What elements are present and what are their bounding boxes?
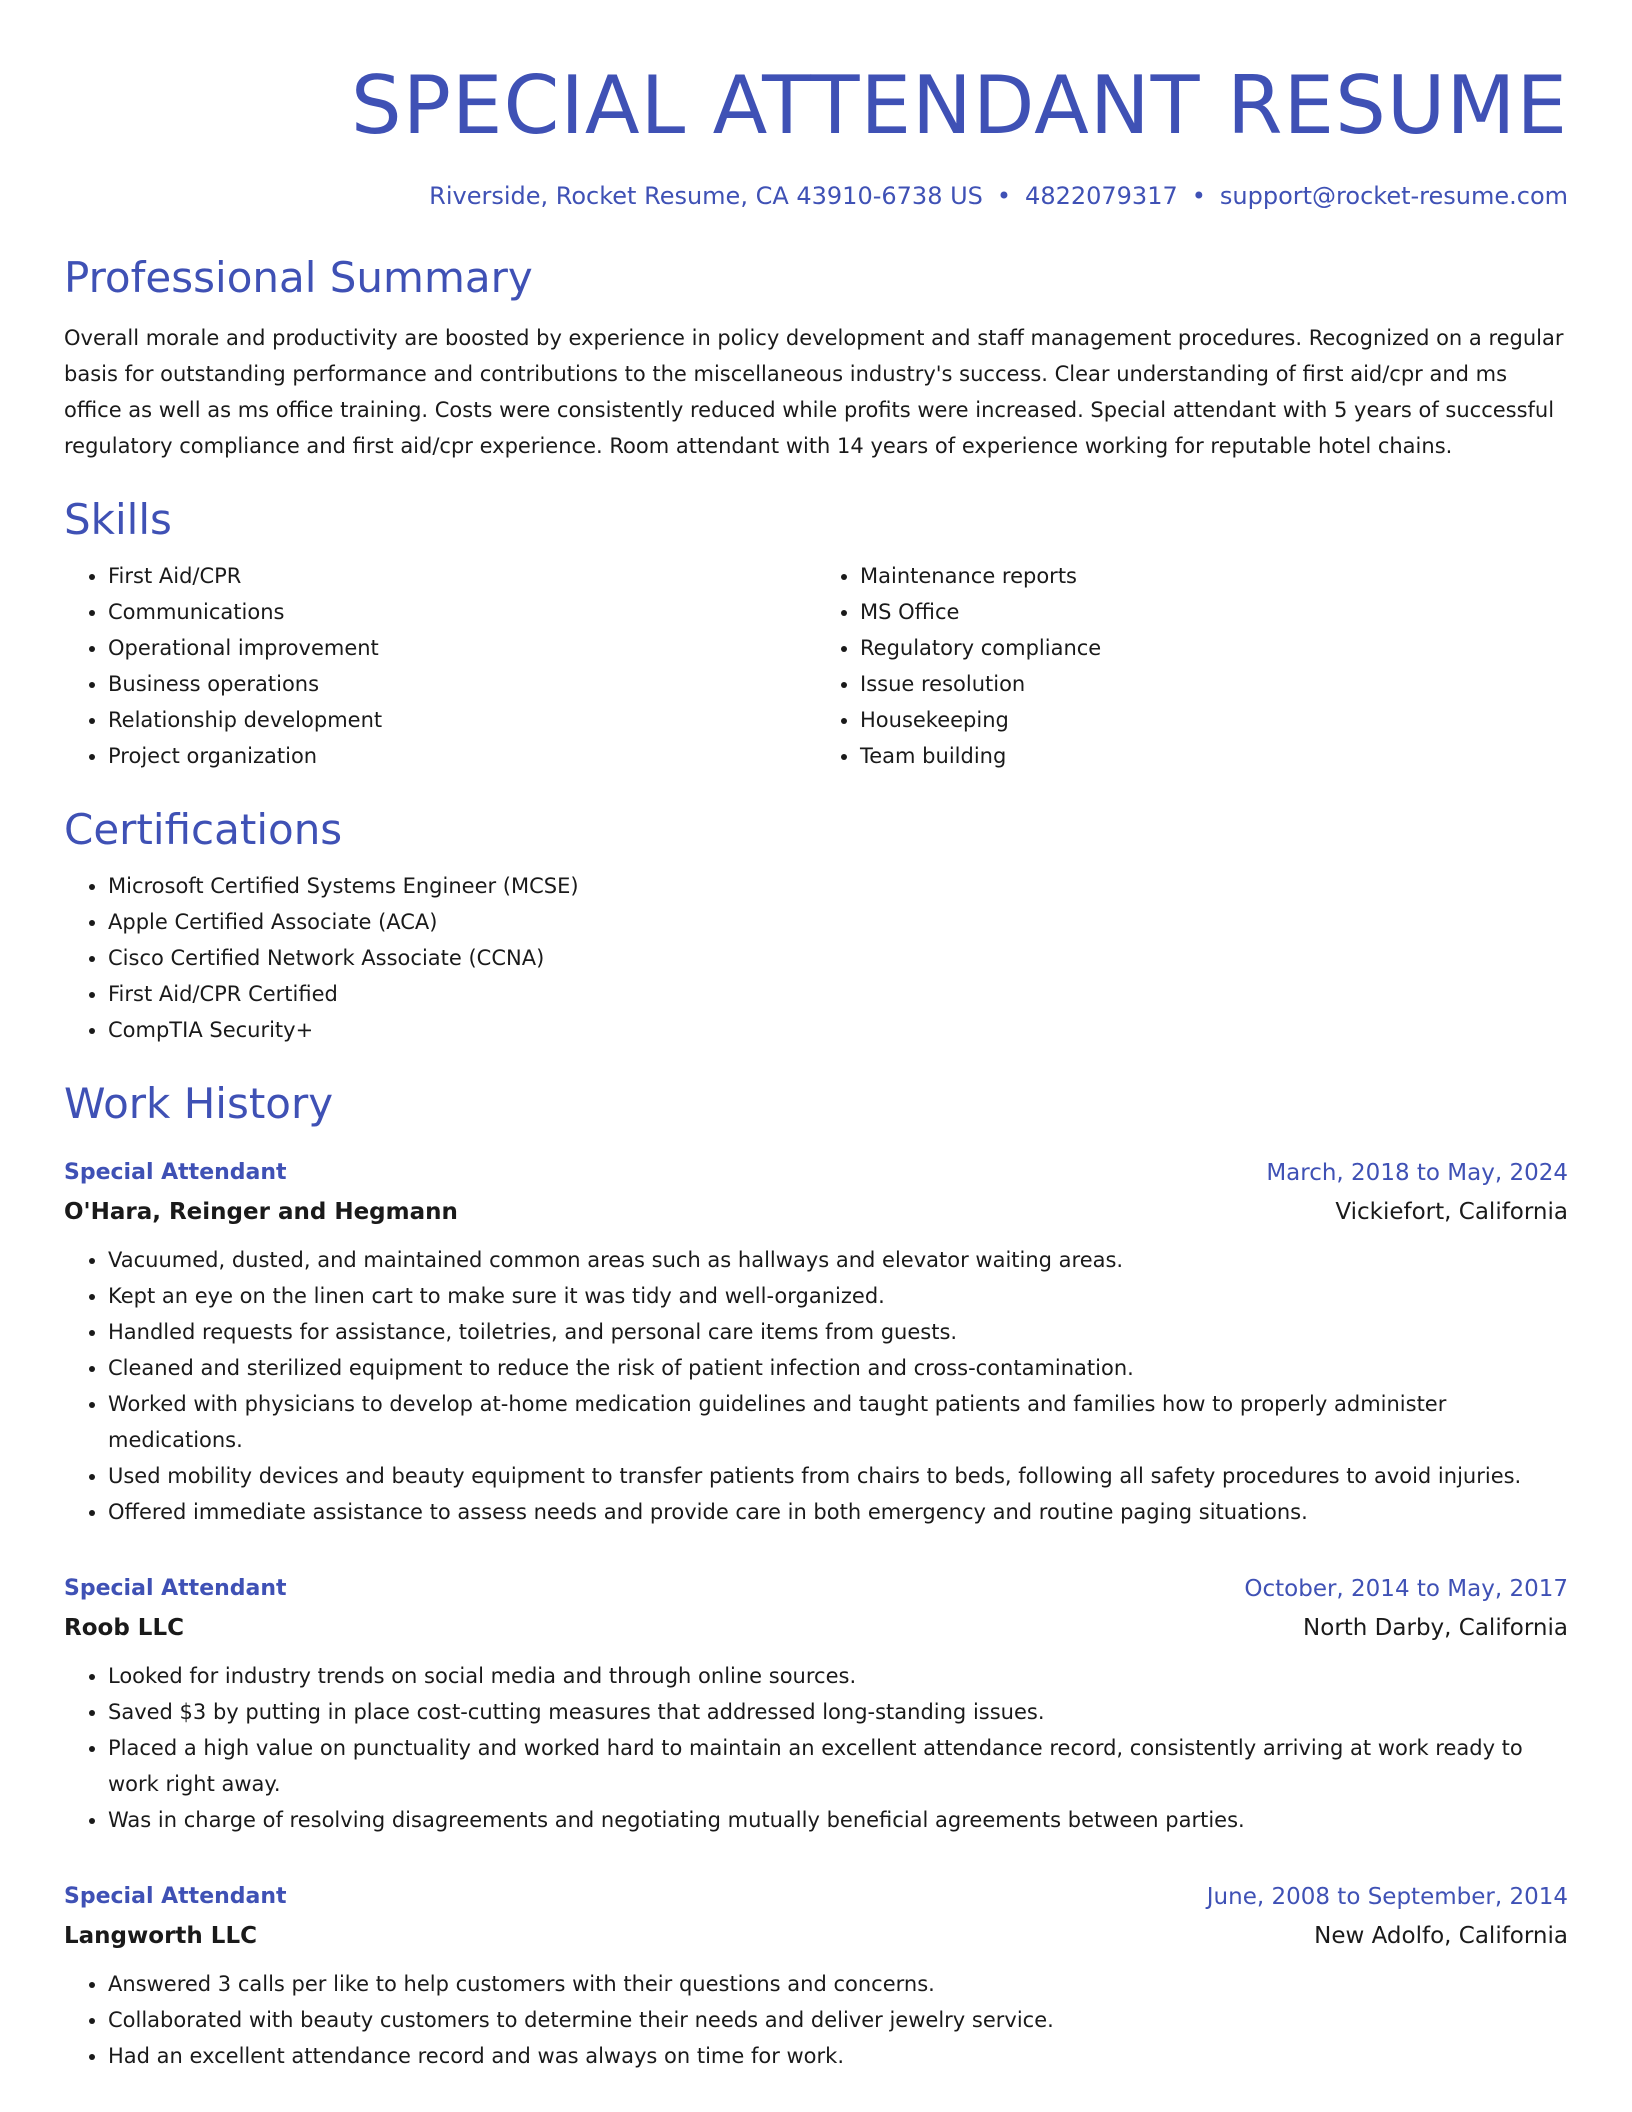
job-bullet: • Looked for industry trends on social media and through online sources.	[108, 1658, 1568, 1694]
job-bullet: • Collaborated with beauty customers to determine their needs and deliver jewelry service.	[108, 2002, 1568, 2038]
certification-item: • Apple Certified Associate (ACA)	[108, 904, 1568, 940]
skill-item: • First Aid/CPR	[108, 558, 816, 594]
resume-page	[64, 0, 1568, 2074]
skills-list-left	[64, 558, 816, 774]
job-bullets	[64, 1242, 1568, 1530]
skills-list-right	[816, 558, 1568, 774]
job-bullets	[64, 1966, 1568, 2074]
job-dates: June, 2008 to September, 2014	[1206, 1884, 1568, 1910]
job-bullet: • Placed a high value on punctuality and worked hard to maintain an excellent attendance record, consistently arriving at work ready to work right away.	[108, 1730, 1568, 1802]
job-dates: October, 2014 to May, 2017	[1244, 1576, 1568, 1602]
contact-phone: 4822079317	[1025, 182, 1178, 210]
job-bullet: • Handled requests for assistance, toiletries, and personal care items from guests.	[108, 1314, 1568, 1350]
job-company: O'Hara, Reinger and Hegmann	[64, 1199, 458, 1225]
job-bullet: • Saved $3 by putting in place cost-cutting measures that addressed long-standing issues.	[108, 1694, 1568, 1730]
job-entry	[64, 1878, 1568, 2074]
contact-address: Riverside, Rocket Resume, CA 43910-6738 US	[429, 182, 983, 210]
job-title: Special Attendant	[64, 1160, 287, 1185]
job-bullets	[64, 1658, 1568, 1838]
job-bullet: • Had an excellent attendance record and was always on time for work.	[108, 2038, 1568, 2074]
certification-item: • Cisco Certified Network Associate (CCNA)	[108, 940, 1568, 976]
skill-item: • Housekeeping	[860, 702, 1568, 738]
job-bullet: • Kept an eye on the linen cart to make sure it was tidy and well-organized.	[108, 1278, 1568, 1314]
skills-section	[64, 492, 1568, 774]
job-company: Langworth LLC	[64, 1923, 257, 1949]
certification-item: • CompTIA Security+	[108, 1012, 1568, 1048]
skills-grid	[64, 548, 1568, 774]
job-company: Roob LLC	[64, 1615, 184, 1641]
work-history-section	[64, 1076, 1568, 2074]
job-bullet: • Offered immediate assistance to assess needs and provide care in both emergency and routine paging situations.	[108, 1494, 1568, 1530]
job-dates: March, 2018 to May, 2024	[1266, 1160, 1568, 1186]
job-bullet: • Was in charge of resolving disagreements and negotiating mutually beneficial agreements between parties.	[108, 1802, 1568, 1838]
section-heading-skills: Skills	[64, 495, 172, 544]
resume-title: SPECIAL ATTENDANT RESUME	[350, 59, 1568, 152]
certification-item: • Microsoft Certified Systems Engineer (MCSE)	[108, 868, 1568, 904]
job-title: Special Attendant	[64, 1884, 287, 1909]
contact-separator: •	[1191, 182, 1206, 210]
skill-item: • Communications	[108, 594, 816, 630]
skill-item: • Issue resolution	[860, 666, 1568, 702]
summary-text: Overall morale and productivity are boosted by experience in policy development and staff management procedures. Recognized on a regular basis for outstanding performance and contributions to the miscellaneous industry's success. Clear understanding of first aid/cpr and ms office as well as ms office training. Costs were consistently reduced while profits were increased. Special attendant with 5 years of successful regulatory compliance and first aid/cpr experience. Room attendant with 14 years of experience working for reputable hotel chains.	[64, 326, 1564, 458]
skill-item: • Operational improvement	[108, 630, 816, 666]
job-location: North Darby, California	[1303, 1615, 1568, 1641]
job-location: Vickiefort, California	[1335, 1199, 1568, 1225]
job-bullet: • Used mobility devices and beauty equipment to transfer patients from chairs to beds, following all safety procedures to avoid injuries.	[108, 1458, 1568, 1494]
job-title: Special Attendant	[64, 1576, 287, 1601]
skill-item: • Project organization	[108, 738, 816, 774]
job-entry	[64, 1570, 1568, 1838]
section-heading-work-history: Work History	[64, 1079, 334, 1128]
certifications-list	[64, 868, 1568, 1048]
job-bullet: • Cleaned and sterilized equipment to reduce the risk of patient infection and cross-contamination.	[108, 1350, 1568, 1386]
section-heading-certifications: Certifications	[64, 805, 343, 854]
skill-item: • Business operations	[108, 666, 816, 702]
skill-item: • Regulatory compliance	[860, 630, 1568, 666]
skill-item: • Maintenance reports	[860, 558, 1568, 594]
section-heading-summary: Professional Summary	[64, 253, 533, 302]
job-entry	[64, 1154, 1568, 1530]
skill-item: • Relationship development	[108, 702, 816, 738]
job-location: New Adolfo, California	[1314, 1923, 1568, 1949]
contact-line	[64, 180, 1568, 212]
certification-item: • First Aid/CPR Certified	[108, 976, 1568, 1012]
skill-item: • Team building	[860, 738, 1568, 774]
contact-separator: •	[996, 182, 1012, 210]
job-bullet: • Answered 3 calls per like to help customers with their questions and concerns.	[108, 1966, 1568, 2002]
job-bullet: • Vacuumed, dusted, and maintained common areas such as hallways and elevator waiting areas.	[108, 1242, 1568, 1278]
certifications-section	[64, 802, 1568, 1048]
job-bullet: • Worked with physicians to develop at-home medication guidelines and taught patients and families how to properly administer medications.	[108, 1386, 1568, 1458]
contact-email: support@rocket-resume.com	[1219, 182, 1568, 210]
skill-item: • MS Office	[860, 594, 1568, 630]
